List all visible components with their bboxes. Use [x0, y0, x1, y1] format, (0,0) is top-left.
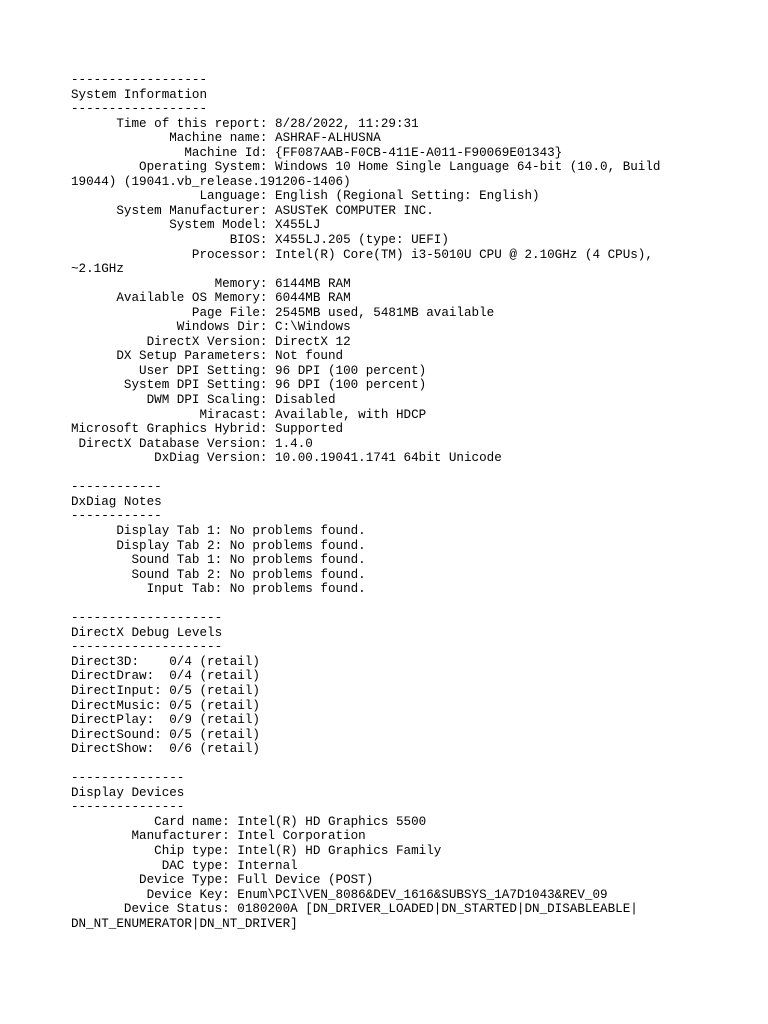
dxdiag-report-text: ------------------ System Information ------------------ Time of this report: 8/28/2022, 11:29:31 Machine name: ASHRAF-ALHUSNA Machine Id: {FF087AAB-F0CB-411E-A011-F90069E01343} Operating System: Windows 10 Home Single Language 64-bit (10.0, Build 19044) (19041.vb_release.191206-1406) Language: English (Regional Setting: English) System Manufacturer: ASUSTeK COMPUTER INC. System Model: X455LJ BIOS: X455LJ.205 (type: UEFI) Processor: Intel(R) Core(TM) i3-5010U CPU @ 2.10GHz (4 CPUs), ~2.1GHz Memory: 6144MB RAM Available OS Memory: 6044MB RAM Page File: 2545MB used, 5481MB available Windows Dir: C:\Windows DirectX Version: DirectX 12 DX Setup Parameters: Not found User DPI Setting: 96 DPI (100 percent) System DPI Setting: 96 DPI (100 percent) DWM DPI Scaling: Disabled Miracast: Available, with HDCP Microsoft Graphics Hybrid: Supported DirectX Database Version: 1.4.0 DxDiag Version: 10.00.19041.1741 64bit Unicode ------------ DxDiag Notes ------------ Display Tab 1: No problems found. Display Tab 2: No problems found. Sound Tab 1: No problems found. Sound Tab 2: No problems found. Input Tab: No problems found. -------------------- DirectX Debug Levels -------------------- Direct3D: 0/4 (retail) DirectDraw: 0/4 (retail) DirectInput: 0/5 (retail) DirectMusic: 0/5 (retail) DirectPlay: 0/9 (retail) DirectSound: 0/5 (retail) DirectShow: 0/6 (retail) --------------- Display Devices --------------- Card name: Intel(R) HD Graphics 5500 Manufacturer: Intel Corporation Chip type: Intel(R) HD Graphics Family DAC type: Internal Device Type: Full Device (POST) Device Key: Enum\PCI\VEN_8086&DEV_1616&SUBSYS_1A7D1043&REV_09 Device Status: 0180200A [DN_DRIVER_LOADED|DN_STARTED|DN_DISABLEABLE| DN_NT_ENUMERATOR|DN_NT_DRIVER]	[71, 73, 661, 931]
report-page	[71, 73, 671, 931]
